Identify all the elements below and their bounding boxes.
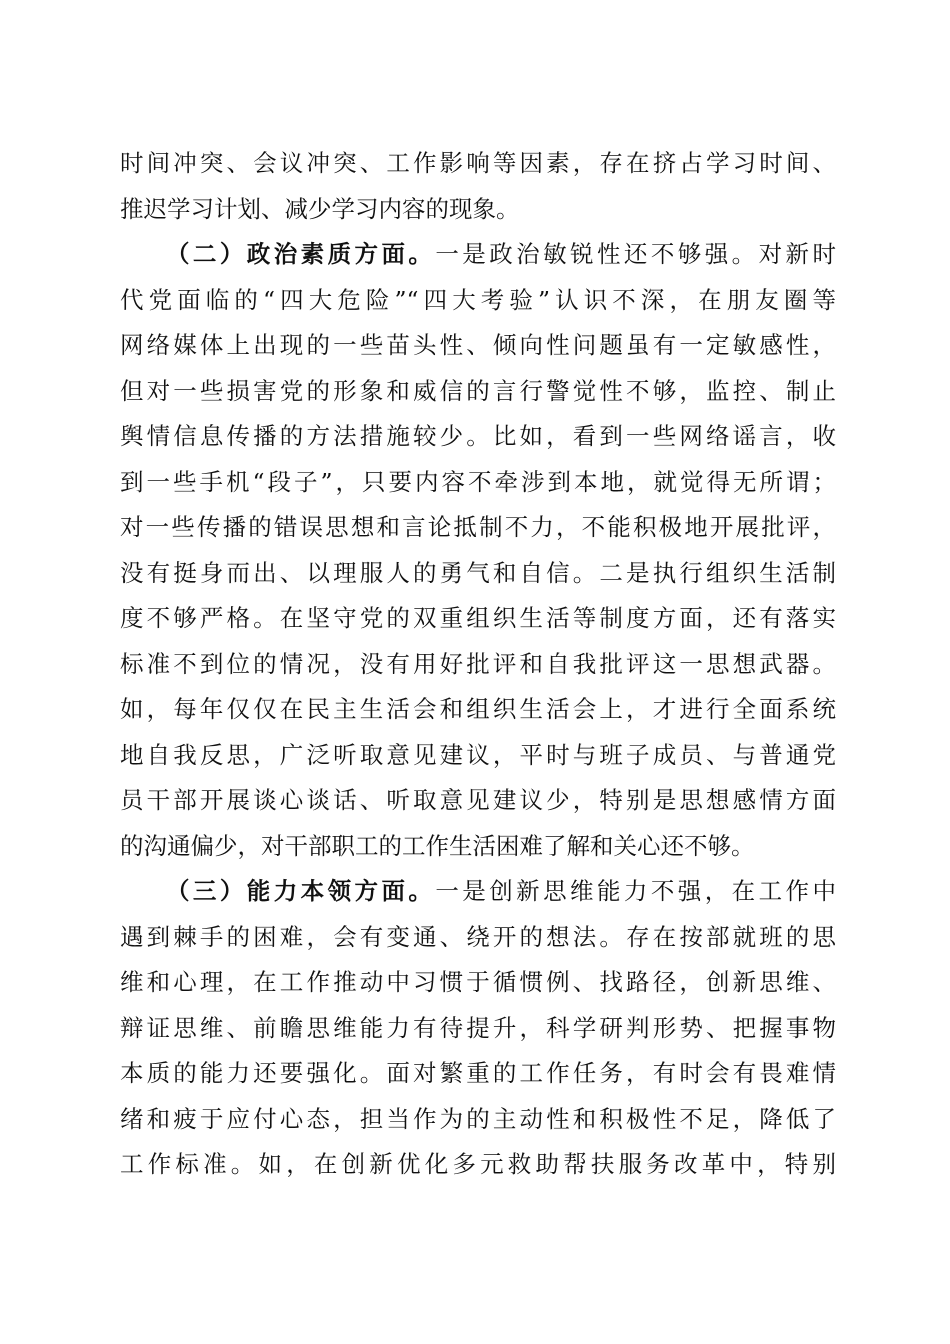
text-line: 地自我反思，广泛听取意见建议，平时与班子成员、与普通党 (120, 740, 836, 769)
text-line: 到一些手机“段子”，只要内容不牵涉到本地，就觉得无所谓； (120, 467, 836, 496)
text-line: 没有挺身而出、以理服人的勇气和自信。二是执行组织生活制 (120, 558, 836, 587)
text-line: 推迟学习计划、减少学习内容的现象。 (120, 194, 520, 223)
text-line: 度不够严格。在坚守党的双重组织生活等制度方面，还有落实 (120, 604, 836, 632)
text-line: 的沟通偏少，对干部职工的工作生活困难了解和关心还不够。 (120, 831, 755, 860)
text-line: 辩证思维、前瞻思维能力有待提升，科学研判形势、把握事物 (120, 1013, 836, 1042)
text-line: 如，每年仅仅在民主生活会和组织生活会上，才进行全面系统 (120, 695, 836, 723)
heading-line-rest: 一是创新思维能力不强，在工作中 (435, 877, 836, 905)
text-line: 遇到棘手的困难，会有变通、绕开的想法。存在按部就班的思 (120, 922, 836, 951)
text-line: 本质的能力还要强化。面对繁重的工作任务，有时会有畏难情 (120, 1059, 836, 1087)
section-heading-political-quality: （二）政治素质方面。 (166, 240, 436, 268)
section-heading-ability: （三）能力本领方面。 (166, 877, 436, 905)
paragraph-ability (120, 874, 836, 1193)
text-line: 标准不到位的情况，没有用好批评和自我批评这一思想武器。 (120, 649, 836, 678)
text-line: 维和心理，在工作推动中习惯于循惯例、找路径，创新思维、 (120, 968, 836, 996)
text-line: 但对一些损害党的形象和威信的言行警觉性不够，监控、制止 (120, 376, 836, 405)
heading-line-rest: 一是政治敏锐性还不够强。对新时 (435, 240, 836, 268)
text-line: 对一些传播的错误思想和言论抵制不力，不能积极地开展批评， (120, 513, 836, 541)
paragraph-study-continuation (120, 146, 836, 237)
body-text (120, 146, 836, 1193)
text-line: 时间冲突、会议冲突、工作影响等因素，存在挤占学习时间、 (120, 149, 836, 177)
paragraph-political-quality (120, 237, 836, 874)
text-line: 网络媒体上出现的一些苗头性、倾向性问题虽有一定敏感性， (120, 331, 836, 359)
text-line: 员干部开展谈心谈话、听取意见建议少，特别是思想感情方面 (120, 786, 836, 814)
text-line: 舆情信息传播的方法措施较少。比如，看到一些网络谣言，收 (120, 422, 836, 450)
text-line: 工作标准。如，在创新优化多元救助帮扶服务改革中，特别 (120, 1150, 836, 1178)
text-line (120, 237, 836, 283)
text-line: 代党面临的“四大危险”“四大考验”认识不深，在朋友圈等 (120, 285, 836, 314)
text-line: 绪和疲于应付心态，担当作为的主动性和积极性不足，降低了 (120, 1104, 836, 1133)
text-line (120, 874, 836, 920)
